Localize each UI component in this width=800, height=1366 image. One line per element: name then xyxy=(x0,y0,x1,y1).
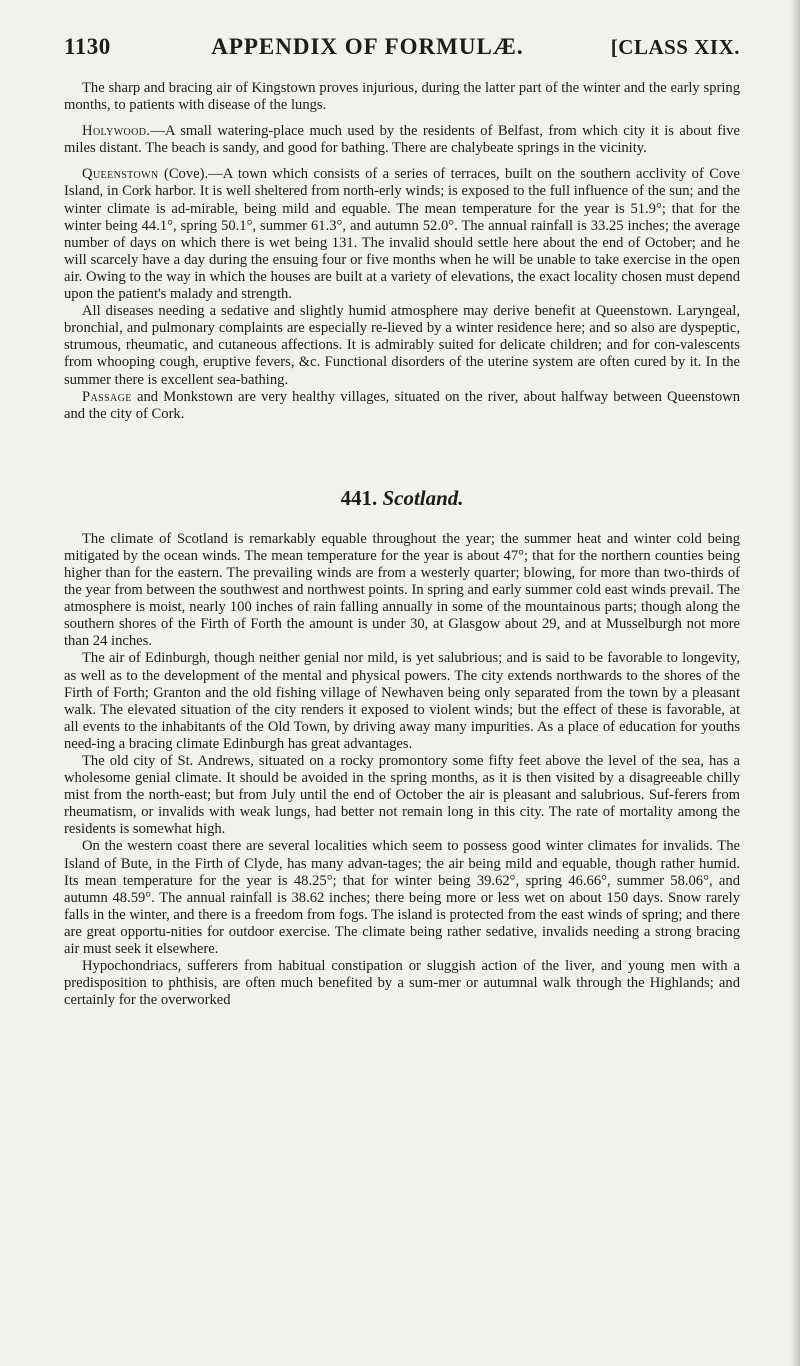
place-name-passage: Passage xyxy=(82,388,132,405)
paragraph-passage: Passage and Monkstown are very healthy villages, situated on the river, about halfway between Queenstown and the city of Cork. xyxy=(64,388,740,422)
place-name-holywood: Holywood. xyxy=(82,123,151,140)
section-heading xyxy=(64,486,740,511)
paragraph-highlands: Hypochondriacs, sufferers from habitual constipation or sluggish action of the liver, and young men with a predisposition to phthisis, are often much benefited by a sum-mer or autumnal walk through the Highlands; and certainly for the overworked xyxy=(64,958,740,1009)
running-title: APPENDIX OF FORMULÆ. xyxy=(211,34,524,59)
class-label: [CLASS XIX. xyxy=(610,35,740,59)
place-name-queenstown: Queenstown xyxy=(82,166,159,183)
book-page xyxy=(64,34,740,1009)
paragraph-edinburgh: The air of Edinburgh, though neither genial nor mild, is yet salubrious; and is said to be favorable to longevity, as well as to the development of the mental and physical powers. The city extends northwards to the shores of the Firth of Forth; Granton and the old fishing village of Newhaven being only separated from the town by a pleasant walk. The elevated situation of the city renders it exposed to violent winds; but the effect of these is favorable, at all events to the inhabitants of the Old Town, by driving away many impurities. As a place of education for youths need-ing a bracing climate Edinburgh has great advantages. xyxy=(64,650,740,752)
top-text-block xyxy=(64,80,740,423)
paragraph-st-andrews: The old city of St. Andrews, situated on a rocky promontory some fifty feet above the level of the sea, has a wholesome genial climate. It should be avoided in the spring months, as it is then visited by a disagreeable chilly mist from the north-east; but from July until the end of October the air is pleasant and salubrious. Suf-ferers from rheumatism, or invalids with weak lungs, had better not remain long in this city. The rate of mortality among the residents is somewhat high. xyxy=(64,753,740,838)
running-head xyxy=(64,34,740,60)
paragraph-bute: On the western coast there are several localities which seem to possess good winter climates for invalids. The Island of Bute, in the Firth of Clyde, has many advan-tages; the air being mild and equable, though rather humid. Its mean temperature for the year is 48.25°; that for winter being 39.62°, spring 46.66°, summer 58.06°, and autumn 48.59°. The annual rainfall is 38.62 inches; there being more or less wet on about 150 days. Snow rarely falls in the winter, and there is a freedom from fogs. The island is protected from the east winds of spring; and there are great opportu-nities for outdoor exercise. The climate being rather sedative, invalids needing a strong bracing air must seek it elsewhere. xyxy=(64,838,740,958)
page-number: 1130 xyxy=(64,34,111,59)
paragraph-holywood: Holywood.—A small watering-place much used by the residents of Belfast, from which city it is about five miles distant. The beach is sandy, and good for bathing. There are chalybeate springs in the vicinity. xyxy=(64,123,740,157)
page-edge-shadow xyxy=(790,0,800,1366)
paragraph-queenstown-diseases: All diseases needing a sedative and slightly humid atmosphere may derive benefit at Queenstown. Laryngeal, bronchial, and pulmonary complaints are especially re-lieved by a winter residence here; and so also are dyspeptic, strumous, rheumatic, and cutaneous affections. It is admirably suited for delicate children; and for con-valescents from whooping cough, eruptive fevers, &c. Functional disorders of the uterine system are often cured by it. In the summer there is excellent sea-bathing. xyxy=(64,303,740,388)
section-name: Scotland. xyxy=(382,485,464,510)
paragraph-queenstown: Queenstown (Cove).—A town which consists of a series of terraces, built on the southern acclivity of Cove Island, in Cork harbor. It is well sheltered from north-erly winds; is exposed to the full influence of the sun; and the winter climate is ad-mirable, being mild and equable. The mean temperature for the year is 51.9°; that for the winter being 44.1°, spring 50.1°, summer 61.3°, and autumn 52.0°. The annual rainfall is 33.25 inches; the average number of days on which there is wet being 131. The invalid should settle here about the end of October; and he will scarcely have a day during the ensuing four or five months when he will be unable to take exercise in the open air. Owing to the way in which the houses are built at a variety of elevations, the exact locality chosen must depend upon the patient's malady and strength. xyxy=(64,166,740,303)
paragraph-kingstown: The sharp and bracing air of Kingstown proves injurious, during the latter part of the winter and the early spring months, to patients with disease of the lungs. xyxy=(64,80,740,114)
paragraph-scotland-climate: The climate of Scotland is remarkably equable throughout the year; the summer heat and winter cold being mitigated by the ocean winds. The mean temperature for the year is about 47°; that for the northern counties being higher than for the eastern. The prevailing winds are from a westerly quarter; blowing, for more than two-thirds of the year from between the southwest and northwest points. In spring and early summer cold east winds prevail. The atmosphere is moist, nearly 100 inches of rain falling annually in some of the mountainous parts; though along the southern shores of the Firth of Forth the amount is under 30, at Glasgow about 29, and at Musselburgh not more than 24 inches. xyxy=(64,530,740,650)
scotland-text-block xyxy=(64,531,740,1010)
section-number: 441. xyxy=(340,485,378,510)
